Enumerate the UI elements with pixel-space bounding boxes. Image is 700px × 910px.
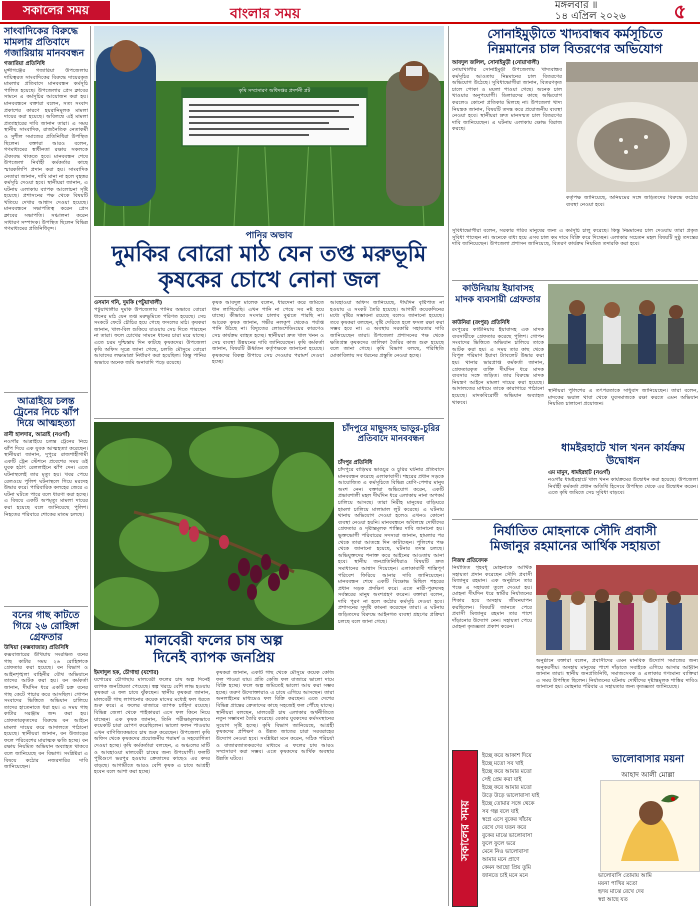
right-story1-body-col1: নোয়াখালীর সোনাইমুড়ী উপজেলায় খাদ্যবান্ধব কর্মসূচির আওতায় নিম্নমানের চাল বিতরণের অভিযোগ উঠেছে। সুবিধাভোগীরা জানান, বিতরণকৃত চালে পোকা ও ময়লা পাওয়া গেছে। অনেক চাল খাওয়ার অনুপযোগী। ডিলারদের কাছে অভিযোগ করলেও কোনো প্রতিকার মিলছে না। উপজেলা খাদ্য নিয়ন্ত্রক জানান, বিষয়টি তদন্ত করে প্রয়োজনীয় ব্যবস্থা নেওয়া হবে। স্থানীয়রা দ্রুত মানসম্মত চাল বিতরণের দাবি জানিয়েছেন। এ ঘটনায় এলাকায় ক্ষোভ বিরাজ করছে। bbox=[452, 67, 562, 133]
right-story1-body-bottom: সুবিধাভোগীরা বলেন, সরকার গরিব মানুষের জন্য এ কর্মসূচি চালু করেছে। কিন্তু নিম্নমানের চাল দেওয়ায় তারা প্রকৃত সুবিধা পাচ্ছেন না। অনেকে বাধ্য হয়ে এসব চাল কম দামে বিক্রি করে দিচ্ছেন। এলাকার সচেতন মহল বিষয়টি সুষ্ঠু তদন্তের দাবি জানিয়েছেন। উপজেলা প্রশাসন জানিয়েছে, বিতরণ কার্যক্রম নিয়মিত তদারকি করা হবে। bbox=[452, 228, 698, 248]
date-block bbox=[555, 0, 655, 22]
right-story4-headline-line1: নির্যাতিত মোহনাকে সৌদি প্রবাসী bbox=[493, 523, 657, 538]
date-weekday: মঙ্গলবার ॥ bbox=[555, 0, 598, 11]
lead-headline-line2: কৃষকের চোখে নোনা জল bbox=[158, 267, 380, 293]
right-story2-body: রংপুরের কাউনিয়ায় ইয়াবাসহ এক মাদক ব্যবসায়ীকে গ্রেফতার করেছে পুলিশ। গোপন সংবাদের ভিত্তিতে অভিযান চালিয়ে তাকে আটক করা হয়। এ সময় তার কাছ থেকে বিপুল পরিমাণ ইয়াবা ট্যাবলেট উদ্ধার করা হয়। থানার ভারপ্রাপ্ত কর্মকর্তা জানান, গ্রেফতারকৃত ব্যক্তি দীর্ঘদিন ধরে মাদক ব্যবসার সঙ্গে জড়িত। তার বিরুদ্ধে মাদক নিয়ন্ত্রণ আইনে মামলা দায়ের করা হয়েছে। আদালতের মাধ্যমে তাকে কারাগারে পাঠানো হয়েছে। মাদকবিরোধী অভিযান অব্যাহত থাকবে। bbox=[452, 327, 544, 406]
lead-photo-paddy-field bbox=[94, 26, 444, 226]
center-story-body: চাঁদপুরে বাড়িঘর ভাঙচুর ও চুরির ঘটনার প্রতিবাদে মানববন্ধন করেছে এলাকাবাসী। শহরের প্রধান সড়কে আয়োজিত এ কর্মসূচিতে বিভিন্ন শ্রেণি-পেশার মানুষ অংশ নেন। বক্তারা অভিযোগ করেন, একটি প্রভাবশালী মহল দীর্ঘদিন ধরে এলাকায় নানা অপকর্ম চালিয়ে আসছে। তারা নিরীহ মানুষের বাড়িঘরে হামলা চালিয়ে মালামাল লুট করেছে। এ ঘটনায় থানায় অভিযোগ দেওয়া হলেও এখনও কোনো ব্যবস্থা নেওয়া হয়নি। মানববন্ধনে অবিলম্বে দোষীদের গ্রেফতার ও দৃষ্টান্তমূলক শাস্তির দাবি জানানো হয়। ভুক্তভোগী পরিবারের সদস্যরা জানান, হামলার পর থেকে তারা আতঙ্কে দিন কাটাচ্ছেন। পুলিশের পক্ষ থেকে জানানো হয়েছে, ঘটনার তদন্ত চলছে। অভিযুক্তদের শনাক্ত করে আইনের আওতায় আনা হবে। স্থানীয় জনপ্রতিনিধিরাও বিষয়টি দ্রুত সমাধানের আশ্বাস দিয়েছেন। এলাকাবাসী শান্তিপূর্ণ পরিবেশ ফিরিয়ে আনার দাবি জানিয়েছেন। মানববন্ধন শেষে একটি বিক্ষোভ মিছিল শহরের প্রধান সড়ক প্রদক্ষিণ করে। এতে নারী-পুরুষসহ সর্বস্তরের মানুষ অংশগ্রহণ করেন। বক্তারা বলেন, দাবি পূরণ না হলে কঠোর কর্মসূচি দেওয়া হবে। প্রশাসনের সুদৃষ্টি কামনা করেছেন তারা। এ ঘটনায় জড়িতদের বিরুদ্ধে আইনগত ব্যবস্থা গ্রহণের প্রক্রিয়া চলছে বলে জানা গেছে। bbox=[338, 467, 444, 625]
poem-title: ভালোবাসার ময়না bbox=[612, 754, 684, 765]
poem-body-col2: ভালোবাসি তোমায় আমি ময়না পাখির মতো হৃদয় মাঝে রেখে দেব স্বপ্ন আছে যত bbox=[598, 873, 652, 903]
lead-body-col2: কৃষক আবদুল মালেক বলেন, ধারদেনা করে জমিতে ধান লাগিয়েছি। এখন পানি না পেয়ে সব নষ্ট হয়ে যাচ্ছে। কীভাবে সংসার চালাব বুঝতে পারছি না। আরেক কৃষক জানান, গভীর নলকূপ থেকেও পর্যাপ্ত পানি উঠছে না। বিদ্যুতের লোডশেডিংয়ের কারণেও সেচ কার্যক্রম ব্যাহত হচ্ছে। স্থানীয়রা দ্রুত খাল খনন ও সেচ ব্যবস্থা উন্নয়নের দাবি জানিয়েছেন। কৃষি কর্মকর্তা জানান, বিষয়টি ঊর্ধ্বতন কর্তৃপক্ষকে জানানো হয়েছে। কৃষকদের বিকল্প উপায়ে সেচ দেওয়ার পরামর্শ দেওয়া হচ্ছে। bbox=[212, 300, 324, 366]
right-story3-body: নওগাঁর ধামইরহাটে খাল খনন কার্যক্রমের উদ্বোধন করা হয়েছে। উপজেলা নির্বাহী কর্মকর্তা প্রধান অতিথি হিসেবে উপস্থিত থেকে এর উদ্বোধন করেন। এতে কৃষি জমিতে সেচ সুবিধা বাড়বে। bbox=[548, 477, 698, 497]
divider bbox=[94, 418, 444, 419]
left-story2-headline: আত্রাইয়ে চলন্ত ট্রেনের নিচে ঝাঁপ দিয়ে আত্মহত্যা bbox=[13, 396, 79, 429]
divider bbox=[4, 606, 88, 607]
right-story2-headline: কাউনিয়ায় ইয়াবাসহ মাদক ব্যবসায়ী গ্রেফতার bbox=[455, 284, 541, 305]
right-story2-body-extra: স্থানীয়রা পুলিশের এ তৎপরতাকে সাধুবাদ জানিয়েছেন। তারা বলেন, মাদকের ভয়াল থাবা থেকে যুবসমাজকে রক্ষা করতে এমন অভিযান নিয়মিত চালানো প্রয়োজন। bbox=[548, 388, 698, 408]
mulberry-photo bbox=[94, 422, 334, 630]
poem-header bbox=[598, 752, 698, 779]
side-ad bbox=[452, 750, 478, 907]
lead-body-col1: পটুয়াখালীর দুমকি উপজেলায় পানির অভাবে বোরো ধানের মাঠ যেন তপ্ত মরুভূমিতে পরিণত হয়েছে। সেচ সংকটে ফেটে চৌচির হয়ে গেছে ফসলের মাঠ। কৃষকরা জানান, খাল-বিল শুকিয়ে যাওয়ায় সেচ দিতে পারছেন না তারা। ফলে চোখের সামনে ধানের চারা মরে যাচ্ছে। এতে চরম দুশ্চিন্তায় দিন কাটছে কৃষকদের। উপজেলা কৃষি অফিস সূত্রে জানা গেছে, চলতি মৌসুমে বোরো আবাদের লক্ষ্যমাত্রা নির্ধারণ করা হয়েছিল। কিন্তু পানির অভাবে অনেক জমি অনাবাদি পড়ে রয়েছে। bbox=[94, 307, 206, 366]
poem-illustration bbox=[600, 780, 700, 872]
left-story-body: মুন্সীগঞ্জের গজারিয়া উপজেলায় দায়িত্বরত সাংবাদিকের বিরুদ্ধে দায়েরকৃত মামলার প্রতিবাদে মানববন্ধন কর্মসূচি পালিত হয়েছে। উপজেলার প্রেস ক্লাবের সামনে এ কর্মসূচির আয়োজন করা হয়। মানববন্ধনে বক্তারা বলেন, সত্য সংবাদ প্রকাশের কারণে হয়রানিমূলক মামলা দায়ের করা হয়েছে। অবিলম্বে এই মামলা প্রত্যাহারের দাবি জানান তারা। এ সময় স্থানীয় সাংবাদিক, রাজনৈতিক নেতাকর্মী ও সুশীল সমাজের প্রতিনিধিরা উপস্থিত ছিলেন। বক্তারা আরও বলেন, গণমাধ্যমের স্বাধীনতা রক্ষায় সকলকে ঐক্যবদ্ধ থাকতে হবে। মানববন্ধন শেষে উপজেলা নির্বাহী কর্মকর্তার কাছে স্মারকলিপি প্রদান করা হয়। সাংবাদিক নেতারা জানান, দাবি মানা না হলে বৃহত্তর কর্মসূচি দেওয়া হবে। স্থানীয়রা জানান, এ ঘটনায় এলাকায় ব্যাপক আলোচনা সৃষ্টি হয়েছে। প্রশাসনের পক্ষ থেকে বিষয়টি খতিয়ে দেখার আশ্বাস দেওয়া হয়েছে। মানববন্ধনে সভাপতিত্ব করেন প্রেস ক্লাবের সভাপতি। সঞ্চালনা করেন সাধারণ সম্পাদক। উপস্থিত ছিলেন বিভিন্ন গণমাধ্যমের প্রতিনিধিবৃন্দ। bbox=[4, 68, 88, 233]
poem-author: আহাদ আলী মোল্লা bbox=[621, 771, 675, 779]
left-story3-headline: বনের গাছ কাটতে গিয়ে ২৬ রোহিঙ্গা গ্রেফতার bbox=[12, 610, 80, 643]
right-story1-byline: আবদুল জলিল, সোনাইমুড়ী (নোয়াখালী) bbox=[452, 60, 540, 66]
right-story1-body-col2: কর্তৃপক্ষ জানিয়েছে, অনিয়মের সঙ্গে জড়িতদের বিরুদ্ধে কঠোর ব্যবস্থা নেওয়া হবে। bbox=[566, 195, 698, 208]
divider bbox=[452, 519, 698, 520]
bottom-body-col2: কৃষকরা জানান, একটি গাছ থেকে মৌসুমে কয়েক কেজি ফল পাওয়া যায়। প্রতি কেজি ফল বাজারে ভালো দামে বিক্রি হচ্ছে। ফলে অল্প জমিতেই ভালো আয় করা সম্ভব হচ্ছে। তরুণ উদ্যোক্তারাও এ চাষে এগিয়ে আসছেন। তারা অনলাইনের মাধ্যমেও ফল বিক্রি করছেন। এতে দেশের বিভিন্ন প্রান্তের ক্রেতাদের কাছে সহজেই ফল পৌঁছে যাচ্ছে। স্থানীয়রা বলছেন, মালবেরী চাষ এলাকার অর্থনীতিতে নতুন সম্ভাবনা তৈরি করেছে। বেকার যুবকদের কর্মসংস্থানের সুযোগ সৃষ্টি হচ্ছে। কৃষি বিভাগ জানিয়েছে, আগ্রহী কৃষকদের প্রশিক্ষণ ও উন্নত জাতের চারা সরবরাহের উদ্যোগ নেওয়া হবে। সংশ্লিষ্টরা মনে করেন, সঠিক পরিচর্যা ও বাজারজাতকরণের মাধ্যমে এ ফলের চাষ আরও সম্প্রসারণ করা সম্ভব। এতে কৃষকদের আর্থিক অবস্থার উন্নতি ঘটবে। bbox=[216, 670, 334, 762]
right-story4-body-col1: নির্যাতিত গৃহবধূ মোহনাকে আর্থিক সহায়তা প্রদান করেছেন সৌদি প্রবাসী মিজানুর রহমান। এক অনুষ্ঠানে তার পক্ষে এ সহায়তা তুলে দেওয়া হয়। মোহনা দীর্ঘদিন ধরে স্বামীর নির্যাতনের শিকার হয়ে অসহায় জীবনযাপন করছিলেন। বিষয়টি জানতে পেরে প্রবাসী মিজানুর রহমান তার পাশে দাঁড়ানোর উদ্যোগ নেন। সহায়তা পেয়ে মোহনা কৃতজ্ঞতা প্রকাশ করেন। bbox=[452, 565, 532, 631]
bottom-headline-line1: মালবেরী ফলের চাষ অল্প bbox=[145, 633, 283, 649]
right-story1-headline-line2: নিম্নমানের চাল বিতরণের অভিযোগ bbox=[487, 41, 663, 56]
left-story-byline: গজারিয়া প্রতিনিধি bbox=[4, 61, 45, 67]
left-story-headline: সাংবাদিকের বিরুদ্ধে মামলার প্রতিবাদে গজারিয়ায় মানববন্ধন bbox=[4, 26, 85, 59]
right-story2-byline: কাউনিয়া (রংপুর) প্রতিনিধি bbox=[452, 320, 510, 326]
photo-banner-text: কৃষি সম্প্রসারণ অধিদপ্তর প্রদর্শনী প্লট bbox=[182, 88, 367, 98]
center-story-headline: চাঁদপুরে মাছুদসহ ভাড়ুর-চুরির প্রতিবাদে মানববন্ধন bbox=[342, 424, 440, 444]
left-story3-byline: উখিয়া (কক্সবাজার) প্রতিনিধি bbox=[4, 645, 69, 651]
divider bbox=[452, 280, 698, 281]
rice-sack-photo bbox=[566, 62, 698, 192]
column-divider bbox=[90, 26, 91, 906]
right-story3-headline: ধামইরহাটে খাল খনন কার্যক্রম উদ্বোধন bbox=[561, 442, 685, 467]
lead-kicker: পানির অভাব bbox=[245, 231, 293, 241]
section-title: বাংলার সময় bbox=[230, 6, 301, 22]
lead-body-col3: আবহাওয়া অফিস জানিয়েছে, দীর্ঘদিন বৃষ্টিপাত না হওয়ায় এ সংকট তৈরি হয়েছে। আগামী কয়েকদিনের মধ্যে বৃষ্টির সম্ভাবনা রয়েছে বলেও জানানো হয়েছে। তবে কৃষকরা বলছেন, বৃষ্টি দেরিতে হলে ফসল রক্ষা করা সম্ভব হবে না। এ অবস্থায় সরকারি সহায়তার দাবি জানিয়েছেন তারা। উপজেলা প্রশাসনের পক্ষ থেকে ক্ষতিগ্রস্ত কৃষকদের তালিকা তৈরির কাজ শুরু হয়েছে বলে জানা গেছে। কৃষি বিভাগ বলছে, পরিস্থিতি মোকাবিলায় সব ধরনের প্রস্তুতি নেওয়া হচ্ছে। bbox=[330, 300, 444, 359]
newspaper-logo: সকালের সময় bbox=[2, 1, 110, 20]
left-story3-body: কক্সবাজারের উখিয়ায় সংরক্ষিত বনের গাছ কাটার সময় ২৬ রোহিঙ্গাকে গ্রেফতার করা হয়েছে। বন বিভাগ ও আইনশৃঙ্খলা বাহিনীর যৌথ অভিযানে তাদের আটক করা হয়। বন কর্মকর্তা জানান, দীর্ঘদিন ধরে একটি চক্র বনের গাছ কেটে পাচার করে আসছিল। গোপন সংবাদের ভিত্তিতে অভিযান চালিয়ে তাদের হাতেনাতে ধরা হয়। এ সময় গাছ কাটার সরঞ্জাম জব্দ করা হয়। গ্রেফতারকৃতদের বিরুদ্ধে বন আইনে মামলা দায়ের করে আদালতে পাঠানো হয়েছে। স্থানীয়রা জানান, বন উজাড়ের ফলে পরিবেশের মারাত্মক ক্ষতি হচ্ছে। বন রক্ষায় নিয়মিত অভিযান অব্যাহত থাকবে বলে জানিয়েছে বন বিভাগ। সংশ্লিষ্টরা এ বিষয়ে কঠোর নজরদারির দাবি জানিয়েছেন। bbox=[4, 652, 88, 771]
arrest-photo bbox=[548, 284, 698, 384]
right-story1-headline-line1: সোনাইমুড়ীতে খাদ্যবান্ধব কর্মসূচিতে bbox=[487, 26, 663, 41]
right-story4-byline: নিজস্ব প্রতিবেদক bbox=[452, 558, 488, 564]
side-ad-label: সকালের সময় bbox=[458, 800, 472, 861]
bottom-body-col1: যশোরের চৌগাছায় মালবেরী ফলের চাষ অল্প দিনেই ব্যাপক জনপ্রিয়তা পেয়েছে। স্বল্প খরচে বেশি লাভ হওয়ায় কৃষকরা এ ফল চাষে ঝুঁকছেন। স্থানীয় কৃষকরা জানান, মালবেরী গাছ লাগানোর কয়েক মাসের মধ্যেই ফল ধরতে শুরু করে। এ ফলের বাজারে ব্যাপক চাহিদা রয়েছে। বিভিন্ন জেলা থেকে পাইকাররা এসে ফল কিনে নিয়ে যাচ্ছেন। এক কৃষক জানান, তিনি পরীক্ষামূলকভাবে কয়েকটি চারা রোপণ করেছিলেন। ভালো ফলন পাওয়ায় এখন বাণিজ্যিকভাবে চাষ শুরু করেছেন। উপজেলা কৃষি অফিস থেকে কৃষকদের প্রয়োজনীয় পরামর্শ ও সহযোগিতা দেওয়া হচ্ছে। কৃষি কর্মকর্তারা বলছেন, এ অঞ্চলের মাটি ও আবহাওয়া মালবেরী চাষের জন্য উপযোগী। ফলটি পুষ্টিগুণে ভরপুর হওয়ায় ক্রেতাদের কাছেও এর কদর বাড়ছে। আগামীতে আরও বেশি কৃষক এ চাষে আগ্রহী হবেন বলে আশা করা হচ্ছে। bbox=[94, 677, 210, 776]
left-story2-body: নওগাঁর আত্রাইয়ে চলন্ত ট্রেনের নিচে ঝাঁপ দিয়ে এক যুবক আত্মহত্যা করেছেন। স্থানীয়রা জানান, দুপুরে রাজশাহীগামী একটি ট্রেন স্টেশনে প্রবেশের সময় ওই যুবক হঠাৎ রেললাইনে ঝাঁপ দেন। এতে ঘটনাস্থলেই তার মৃত্যু হয়। খবর পেয়ে রেলওয়ে পুলিশ ঘটনাস্থলে গিয়ে মরদেহ উদ্ধার করে। পারিবারিক কলহের জেরে এ ঘটনা ঘটতে পারে বলে ধারণা করা হচ্ছে। এ বিষয়ে একটি অপমৃত্যু মামলা দায়ের করা হয়েছে বলে জানিয়েছে পুলিশ। নিহতের পরিবারে শোকের মাতম চলছে। bbox=[4, 439, 88, 518]
donation-photo bbox=[536, 565, 698, 655]
column-divider bbox=[448, 26, 449, 906]
left-story2-byline: রানী হালদার, আত্রাই (নওগাঁ) bbox=[4, 432, 70, 438]
poem-body-col1: ইচ্ছে করে আকাশ দিয়ে ইচ্ছে মতো সব খাই ইচ্ছে করে আমার মতো সেই প্রেম করা যাই ইচ্ছে করে আমার মতো উড়ে উড়ে ভালোবাসা যাই ইচ্ছে তোমার সঙ্গে থেকে সব গল্প বলে যাই স্বপ্নে এসে বুকের খাঁচায় রেখে দেব যতন করে বুকের মাঝে ভালোবাসা ফুলে ফুলে ভরে মেনে নিও ভালোবাসা আমার মনে প্রাণে কেমন আছো প্রিয় তুমি জানতে চাই মনে মনে bbox=[482, 753, 540, 879]
bottom-byline: ইমদাদুল হক, চৌগাছা (যশোর) bbox=[94, 670, 159, 676]
right-story4-headline-line2: মিজানুর রহমানের আর্থিক সহায়তা bbox=[490, 538, 660, 553]
date-full: ১৪ এপ্রিল ২০২৬ bbox=[555, 11, 626, 22]
center-story-byline: চাঁদপুর প্রতিনিধি bbox=[338, 460, 373, 466]
lead-headline-line1: দুমকির বোরো মাঠ যেন তপ্ত মরুভূমি bbox=[111, 241, 427, 267]
right-story4-body-col2: অনুষ্ঠানে বক্তারা বলেন, প্রবাসীদের এমন মানবিক উদ্যোগ সমাজের জন্য অনুকরণীয়। অসহায় মানুষের পাশে দাঁড়াতে সবাইকে এগিয়ে আসার আহ্বান জানান তারা। স্থানীয় জনপ্রতিনিধি, সমাজসেবক ও এলাকার গণ্যমান্য ব্যক্তিরা এ সময় উপস্থিত ছিলেন। নির্যাতনের ঘটনায় দোষীদের দৃষ্টান্তমূলক শাস্তির দাবিও জানানো হয়। মোহনার পরিবার এ সহায়তার জন্য কৃতজ্ঞতা জানিয়েছে। bbox=[536, 658, 698, 691]
lead-byline: ওসমান গনি, দুমকি (পটুয়াখালী) bbox=[94, 300, 163, 306]
right-story3-byline: এম মামুন, ধামইরহাট (নওগাঁ) bbox=[548, 470, 611, 476]
bottom-headline-line2: দিনেই ব্যাপক জনপ্রিয় bbox=[153, 650, 275, 666]
divider bbox=[94, 296, 444, 297]
page-number: ৫ bbox=[673, 0, 687, 23]
divider bbox=[4, 392, 88, 393]
